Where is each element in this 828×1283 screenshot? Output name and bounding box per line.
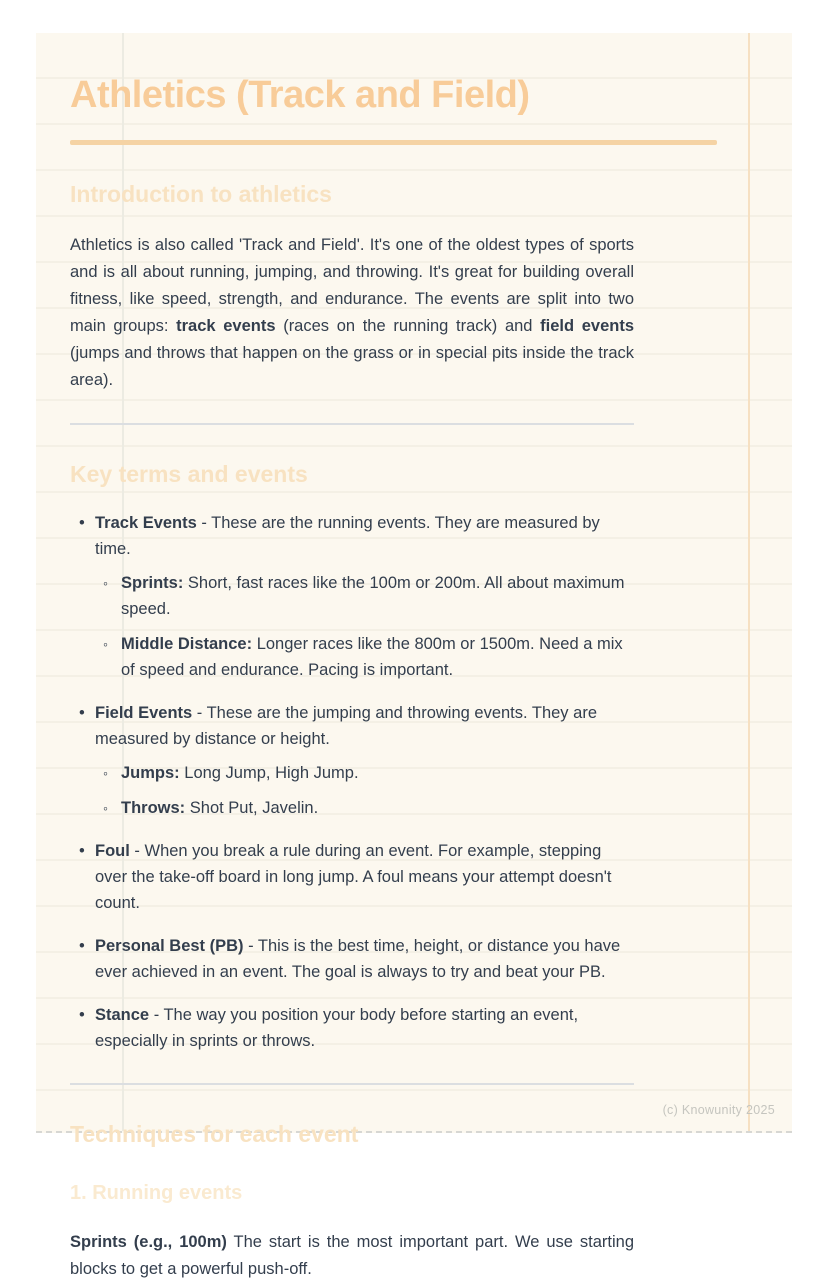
term-definition: - This is the best time, height, or distance you have ever achieved in an event. The goal is always to try and beat your PB.: [95, 937, 621, 981]
term-label: Stance: [95, 1006, 150, 1024]
list-item: [70, 838, 634, 916]
sub-term-definition: Longer races like the 800m or 1500m. Need a mix of speed and endurance. Pacing is important.: [121, 635, 623, 679]
page-title: Athletics (Track and Field): [70, 74, 530, 116]
techniques-paragraph: [70, 1229, 634, 1283]
list-item: [70, 1002, 634, 1054]
term-label: Foul: [95, 842, 130, 860]
section-divider-2: [70, 1083, 634, 1085]
sub-term-definition: Shot Put, Javelin.: [185, 799, 319, 817]
key-terms-list: [70, 510, 634, 1054]
subsection-heading-running-events: 1. Running events: [70, 1182, 243, 1204]
sub-list-item: [95, 795, 634, 821]
term-definition: - The way you position your body before starting an event, especially in sprints or throws.: [95, 1006, 579, 1050]
term-definition: - When you break a rule during an event. For example, stepping over the take-off board in long jump. A foul means your attempt doesn't count.: [95, 842, 612, 912]
text: The start is the most important part. We use starting blocks to get a powerful push-off.: [70, 1233, 634, 1278]
sub-list-item: [95, 760, 634, 786]
section-heading-intro: Introduction to athletics: [70, 181, 332, 207]
sub-term-definition: Long Jump, High Jump.: [179, 764, 359, 782]
intro-paragraph: [70, 232, 634, 394]
text: Athletics is also called 'Track and Field'. It's one of the oldest types of sports and is all about running, jumping, and throwing. It's great for building overall fitness, like speed, strength, and endurance. The events are split into two main groups:: [70, 236, 634, 335]
page-content: [36, 33, 792, 1283]
list-item: [70, 933, 634, 985]
bold-text: track events: [176, 317, 276, 335]
section-heading-techniques: Techniques for each event: [70, 1121, 359, 1147]
bold-text: field events: [540, 317, 635, 335]
sub-list-item: [95, 631, 634, 683]
sub-term-label: Throws:: [121, 799, 186, 817]
sub-term-definition: Short, fast races like the 100m or 200m. All about maximum speed.: [121, 574, 625, 618]
sub-term-label: Jumps:: [121, 764, 180, 782]
sub-list: [95, 570, 634, 683]
sub-list-item: [95, 570, 634, 622]
term-definition: - These are the running events. They are measured by time.: [95, 514, 600, 558]
term-label: Track Events: [95, 514, 197, 532]
sub-list: [95, 760, 634, 821]
text: (races on the running track) and: [275, 317, 541, 335]
sub-term-label: Middle Distance:: [121, 635, 253, 653]
term-definition: - These are the jumping and throwing events. They are measured by distance or height.: [95, 704, 597, 748]
term-label: Personal Best (PB): [95, 937, 244, 955]
copyright-note: (c) Knowunity 2025: [662, 1103, 775, 1117]
document-page: [36, 33, 792, 1278]
sub-term-label: Sprints:: [121, 574, 184, 592]
term-label: Field Events: [95, 704, 193, 722]
section-divider-1: [70, 423, 634, 425]
list-item: [70, 510, 634, 683]
list-item: [70, 700, 634, 821]
section-heading-key-terms: Key terms and events: [70, 461, 308, 487]
bold-text: Sprints (e.g., 100m): [70, 1233, 227, 1251]
text: (jumps and throws that happen on the grass or in special pits inside the track area).: [70, 344, 634, 389]
title-underline: [70, 140, 717, 145]
